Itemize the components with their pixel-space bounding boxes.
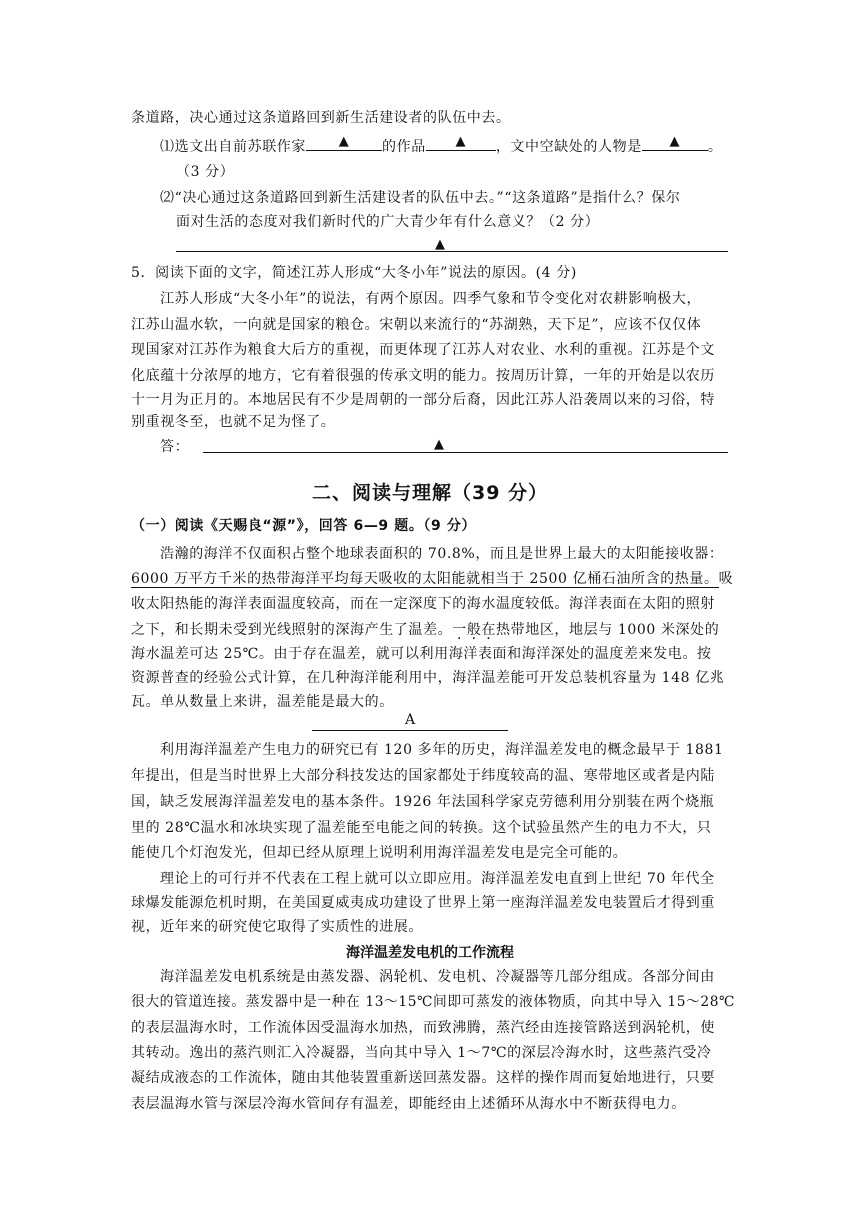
passage-line: 收太阳热能的海洋表面温度较高，而在一定深度下的海水温度较低。海洋表面在太阳的照射 [131,596,715,612]
triangle-marker-icon: ▲ [435,237,445,252]
triangle-marker-icon: ▲ [455,134,467,149]
blank-a-label: A [404,712,416,728]
emphasis-dot-char: 般 [466,622,482,638]
triangle-marker-icon: ▲ [338,134,350,149]
passage-subtitle: 海洋温差发电机的工作流程 [346,945,514,961]
q4-text-line: 条道路，决心通过这条道路回到新生活建设者的队伍中去。 [131,110,511,126]
passage-line: 利用海洋温差产生电力的研究已有 120 多年的历史，海洋温差发电的概念最早于 1881 [160,742,724,758]
passage-line: 之下，和长期未受到光线照射的深海产生了温差。一般在热带地区，地层与 1000 米深处的 [131,622,720,638]
passage-line: 年提出，但是当时世界上大部分科技发达的国家都处于纬度较高的温、寒带地区或者是内陆 [131,768,715,784]
underlined-sentence: 6000 万平方千米的热带海洋平均每天吸收的太阳能就相当于 2500 亿桶石油所含的热量。 [131,571,719,587]
passage-line: 的表层温海水时，工作流体因受温海水加热，而致沸腾，蒸汽经由连接管路送到涡轮机，使 [131,1020,715,1036]
passage-line: 理论上的可行并不代表在工程上就可以立即应用。海洋温差发电直到上世纪 70 年代全 [160,871,715,887]
q5-passage-line: 别重视冬至，也就不足为怪了。 [131,414,336,430]
emphasis-dot-char: 在 [481,622,497,638]
q5-passage-line: 十一月为正月的。本地居民有不少是周朝的一部分后裔，因此江苏人沿袭周以来的习俗，特 [131,392,715,408]
q5-answer-line[interactable] [203,452,728,453]
passage-line: 海洋温差发电机系统是由蒸发器、涡轮机、发电机、冷凝器等几部分组成。各部分间由 [160,969,715,985]
q4-answer-line[interactable] [176,251,728,252]
q4-sub1-score: （3 分） [176,164,235,180]
q5-passage-line: 化底蕴十分浓厚的地方，它有着很强的传承文明的能力。按周历计算，一年的开始是以农历 [131,368,715,384]
passage-line: 视，近年来的研究使它取得了实质性的进展。 [131,919,423,935]
q4-sub2-line1: ⑵“决心通过这条道路回到新生活建设者的队伍中去。”“这条道路”是指什么？保尔 [160,190,681,206]
triangle-marker-icon: ▲ [434,437,444,452]
passage-line: 海水温差可达 25℃。由于存在温差，就可以利用海洋表面和海洋深处的温度差来发电。按 [131,646,712,662]
passage-line: 里的 28℃温水和冰块实现了温差能至电能之间的转换。这个试验虽然产生的电力不大，只 [131,820,712,836]
blank-a-line[interactable] [312,730,508,731]
passage-line: 表层温海水管与深层冷海水管间存有温差，即能经由上述循环从海水中不断获得电力。 [131,1096,686,1112]
q5-passage-line: 江苏人形成“大冬小年”的说法，有两个原因。四季气象和节令变化对农耕影响极大， [160,291,702,307]
passage-line: 国，缺乏发展海洋温差发电的基本条件。1926 年法国科学家克劳德利用分别装在两个烧瓶 [131,794,715,810]
q5-title: 5．阅读下面的文字，简述江苏人形成“大冬小年”说法的原因。(4 分) [131,265,577,281]
passage-line: 6000 万平方千米的热带海洋平均每天吸收的太阳能就相当于 2500 亿桶石油所含的热量。吸 [131,571,734,587]
passage-line: 浩瀚的海洋不仅面积占整个地球表面积的 70.8%，而且是世界上最大的太阳能接收器： [160,546,724,562]
character-blank[interactable] [642,136,708,151]
section-heading: 二、阅读与理解（39 分） [311,482,549,504]
q4-sub1-work: 的作品 [382,139,426,155]
q5-passage-line: 江苏山温水软，一向就是国家的粮仓。宋朝以来流行的“苏湖熟，天下足”，应该不仅仅体 [131,317,702,333]
q4-sub1-label: ⑴选文出自前苏联作家 [160,139,306,155]
passage-line: 凝结成液态的工作流体，随由其他装置重新送回蒸发器。这样的操作周而复始地进行，只要 [131,1070,715,1086]
emphasis-dot-char: 一 [452,622,467,638]
passage-line: 球爆发能源危机时期，在美国夏威夷成功建设了世界上第一座海洋温差发电装置后才得到重 [131,895,715,911]
work-title-blank[interactable] [426,136,496,151]
passage-line: 其转动。逸出的蒸汽则汇入冷凝器，当向其中导入 1～7℃的深层冷海水时，这些蒸汽受冷 [131,1045,712,1061]
q4-sub1-character: ，文中空缺处的人物是 [495,139,642,155]
q4-sub1-end: 。 [707,139,723,155]
author-blank[interactable] [306,136,382,151]
q4-sub2-line2: 面对生活的态度对我们新时代的广大青少年有什么意义？（2 分） [176,214,600,230]
passage-line: 能使几个灯泡发光，但却已经从原理上说明利用海洋温差发电是完全可能的。 [131,845,628,861]
passage-line: 很大的管道连接。蒸发器中是一种在 13～15℃间即可蒸发的液体物质，向其中导入 15～28℃ [131,994,736,1010]
q5-answer-label: 答： [160,439,190,455]
q4-sub1 [160,136,722,157]
part1-title: （一）阅读《天赐良“源”》，回答 6—9 题。（9 分） [131,518,477,534]
passage-line: 资源普查的经验公式计算，在几种海洋能利用中，海洋温差能可开发总装机容量为 148 亿兆 [131,670,725,686]
triangle-marker-icon: ▲ [669,134,681,149]
q5-passage-line: 现国家对江苏作为粮食大后方的重视，而更体现了江苏人对农业、水利的重视。江苏是个文 [131,342,715,358]
passage-line: 瓦。单从数量上来讲，温差能是最大的。 [131,694,394,710]
